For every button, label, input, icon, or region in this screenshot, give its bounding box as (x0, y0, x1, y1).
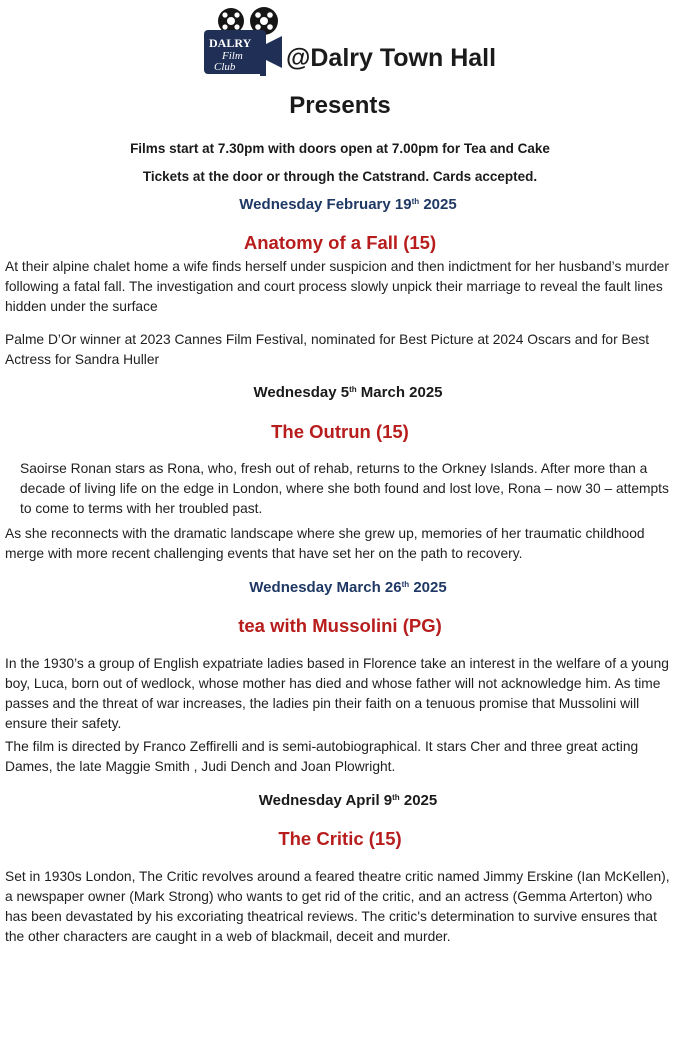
film-date-1: Wednesday February 19th 2025 (239, 196, 457, 213)
venue-title: @Dalry Town Hall (286, 44, 497, 72)
film-synopsis-4: Set in 1930s London, The Critic revolves around a feared theatre critic named Jimmy Erskine (Ian McKellen), a newspaper owner (Mark Strong) who wants to get rid of the critic, and an actress (Gemma Arterton) who has been devastated by his excoriating theatrical reviews. The critic's determination to survive ensures that the other characters are caught in a web of blackmail, deceit and murder. (5, 869, 670, 944)
film-title-2: The Outrun (15) (271, 421, 409, 442)
presents-heading: Presents (289, 92, 391, 119)
logo-text-dalry: DALRY (209, 36, 252, 50)
film-note-2: As she reconnects with the dramatic landscape where she grew up, memories of her traumatic childhood merge with more recent challenging events that have set her on the path to recovery. (5, 526, 645, 561)
film-title-3: tea with Mussolini (PG) (238, 615, 442, 636)
film-synopsis-2: Saoirse Ronan stars as Rona, who, fresh out of rehab, returns to the Orkney Islands. After more than a decade of living life on the edge in London, where she both found and lost love, Rona – now 30 – attempts to come to terms with her troubled past. (20, 461, 669, 516)
film-synopsis-3: In the 1930’s a group of English expatriate ladies based in Florence take an interest in the welfare of a young boy, Luca, born out of wedlock, whose mother has died and whose father will not acknowledge him. As time passes and the threat of war increases, the ladies pin their faith on a tenuous promise that Mussolini will ensure their safety. (5, 656, 669, 731)
info-line-times: Films start at 7.30pm with doors open at 7.00pm for Tea and Cake (130, 141, 550, 156)
film-note-1: Palme D’Or winner at 2023 Cannes Film Festival, nominated for Best Picture at 2024 Oscars and for Best Actress for Sandra Huller (5, 332, 650, 367)
film-club-logo (198, 4, 290, 80)
film-title-1: Anatomy of a Fall (15) (243, 232, 437, 253)
film-note-3: The film is directed by Franco Zeffirelli and is semi-autobiographical. It stars Cher and three great acting Dames, the late Maggie Smith , Judi Dench and Joan Plowright. (5, 739, 639, 774)
header (198, 4, 518, 84)
logo-text-film: Film (222, 50, 243, 62)
logo-text-club: Club (214, 61, 236, 73)
info-line-tickets: Tickets at the door or through the Catstrand. Cards accepted. (142, 169, 538, 184)
film-date-3: Wednesday March 26th 2025 (249, 579, 447, 596)
film-date-2: Wednesday 5th March 2025 (253, 384, 443, 401)
film-date-4: Wednesday April 9th 2025 (258, 792, 438, 809)
film-title-4: The Critic (15) (278, 828, 402, 849)
film-synopsis-1: At their alpine chalet home a wife finds herself under suspicion and then indictment for her husband’s murder following a fatal fall. The investigation and court process slowly unpick their marriage to reveal the fault lines hidden under the surface (5, 259, 669, 314)
